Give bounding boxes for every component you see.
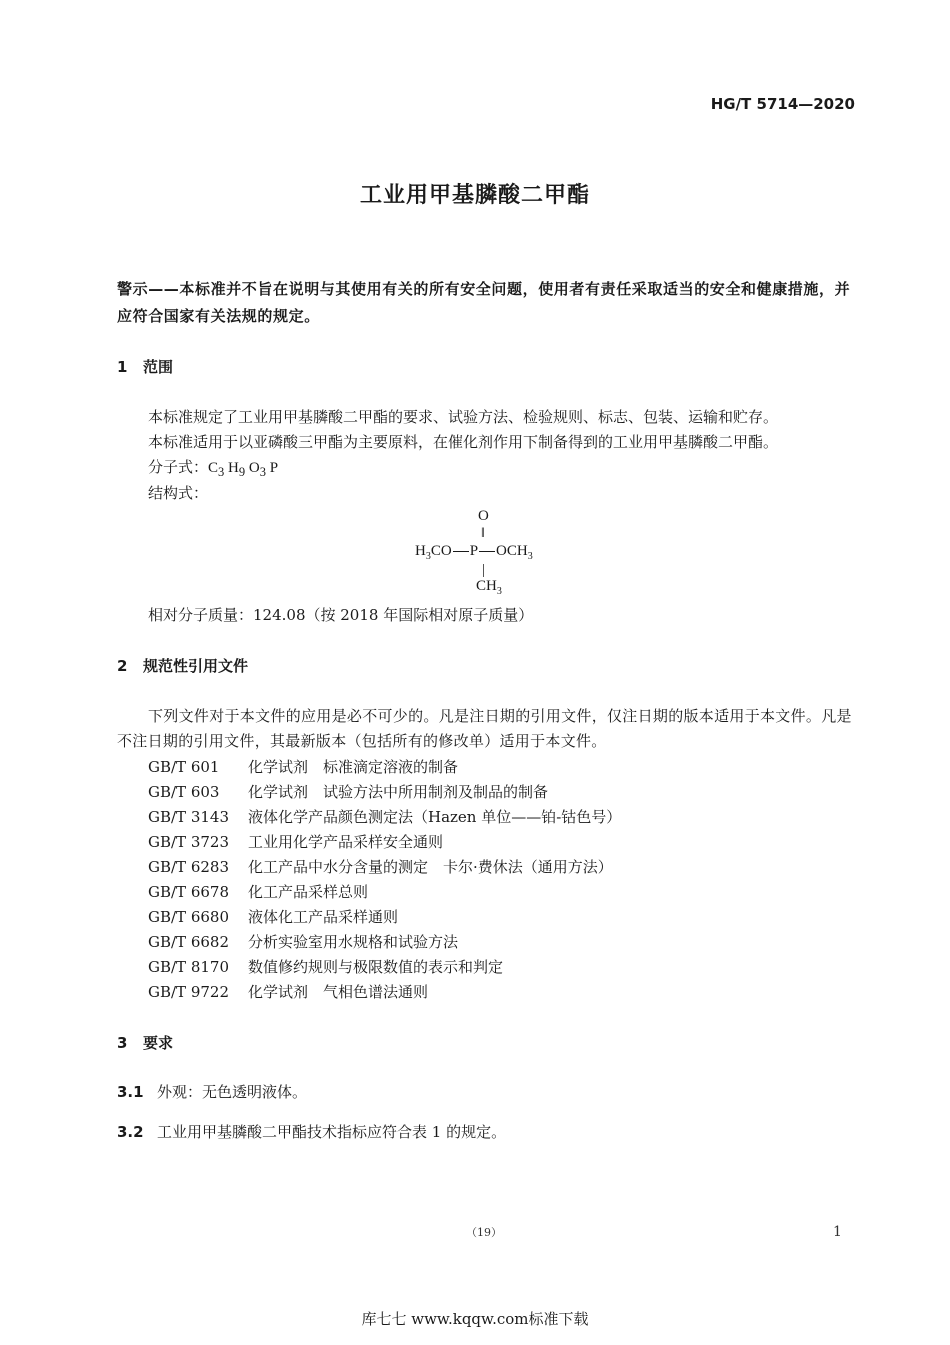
section-title: 要求 bbox=[143, 1034, 174, 1052]
structure-single-bond: | bbox=[482, 562, 486, 578]
section-2-heading bbox=[117, 655, 248, 676]
scope-paragraph-2: 本标准适用于以亚磷酸三甲酯为主要原料，在催化剂作用下制备得到的工业用甲基膦酸二甲酯。 bbox=[148, 433, 779, 451]
reference-item: GB/T 601 化学试剂 标准滴定溶液的制备 bbox=[148, 758, 459, 776]
references-intro: 下列文件对于本文件的应用是必不可少的。凡是注日期的引用文件，仅注日期的版本适用于本文件。凡是不注日期的引用文件，其最新版本（包括所有的修改单）适用于本文件。 bbox=[117, 707, 852, 750]
page-reference: （19） bbox=[466, 1226, 502, 1239]
scope-paragraph-1: 本标准规定了工业用甲基膦酸二甲酯的要求、试验方法、检验规则、标志、包装、运输和贮存。 bbox=[148, 408, 779, 426]
reference-item: GB/T 6680 液体化工产品采样通则 bbox=[148, 908, 399, 926]
document-title: 工业用甲基膦酸二甲酯 bbox=[359, 183, 590, 208]
structure-bond-left bbox=[453, 551, 469, 552]
section-title: 范围 bbox=[143, 358, 174, 376]
structure-label: 结构式： bbox=[148, 484, 209, 502]
structure-main-chain: $H_3CO$ P $OCH_3$ bbox=[415, 543, 533, 562]
reference-item: GB/T 6678 化工产品采样总则 bbox=[148, 883, 369, 901]
formula-label: 分子式： bbox=[148, 458, 209, 476]
structure-methyl-group: $CH_3$ bbox=[476, 578, 502, 597]
reference-item: GB/T 8170 数值修约规则与极限数值的表示和判定 bbox=[148, 958, 504, 976]
download-watermark: 库七七 www.kqqw.com标准下载 bbox=[361, 1310, 589, 1328]
section-title: 规范性引用文件 bbox=[143, 657, 249, 675]
requirement-item: 3.2 工业用甲基膦酸二甲酯技术指标应符合表 1 的规定。 bbox=[117, 1123, 507, 1141]
section-1-heading bbox=[117, 356, 173, 377]
reference-item: GB/T 6283 化工产品中水分含量的测定 卡尔·费休法（通用方法） bbox=[148, 858, 613, 876]
reference-item: GB/T 6682 分析实验室用水规格和试验方法 bbox=[148, 933, 459, 951]
requirement-item: 3.1 外观：无色透明液体。 bbox=[117, 1083, 308, 1101]
page-number: 1 bbox=[833, 1224, 842, 1240]
reference-item: GB/T 603 化学试剂 试验方法中所用制剂及制品的制备 bbox=[148, 783, 549, 801]
reference-item: GB/T 3723 工业用化学产品采样安全通则 bbox=[148, 833, 444, 851]
structure-top-oxygen: O bbox=[478, 508, 489, 524]
reference-item: GB/T 3143 液体化学产品颜色测定法（Hazen 单位——铂-钴色号） bbox=[148, 808, 622, 826]
safety-warning: 警示——本标准并不旨在说明与其使用有关的所有安全问题，使用者有责任采取适当的安全和健康措施，并应符合国家有关法规的规定。 bbox=[117, 280, 851, 325]
structure-bond-right bbox=[479, 551, 495, 552]
structure-double-bond: ‖ bbox=[481, 526, 485, 541]
formula-value: $C_3$ $H_9$ $O_3$ P bbox=[208, 460, 279, 479]
section-number: 3 bbox=[117, 1034, 128, 1052]
section-3-heading bbox=[117, 1032, 173, 1053]
molecular-formula bbox=[148, 456, 278, 480]
standard-code: HG/T 5714—2020 bbox=[710, 95, 855, 113]
section-number: 2 bbox=[117, 657, 128, 675]
reference-item: GB/T 9722 化学试剂 气相色谱法通则 bbox=[148, 983, 429, 1001]
section-number: 1 bbox=[117, 358, 128, 376]
molar-mass: 相对分子质量：124.08（按 2018 年国际相对原子质量） bbox=[148, 606, 534, 624]
